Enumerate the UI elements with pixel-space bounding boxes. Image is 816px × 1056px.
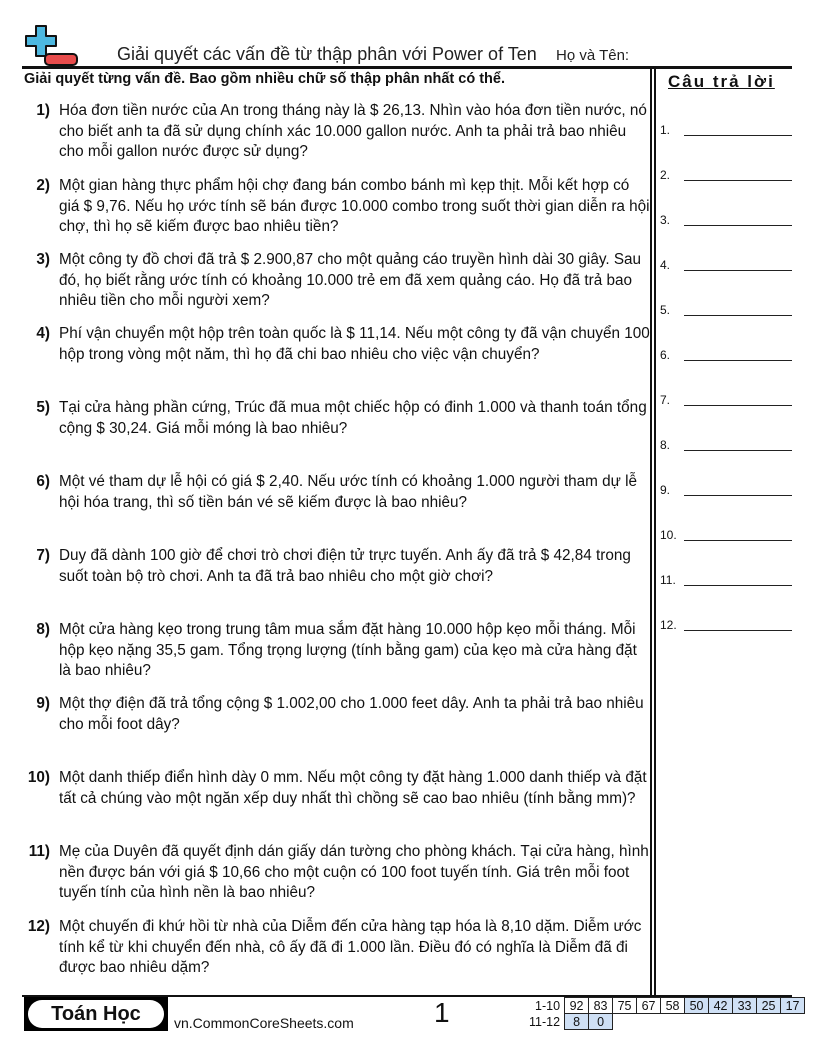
score-cell: 25 [757,998,781,1014]
name-label: Họ và Tên: [556,47,630,64]
answer-field[interactable] [660,168,796,188]
plus-minus-icon [22,24,80,68]
score-cell: 50 [685,998,709,1014]
answer-line[interactable] [684,585,792,586]
problem-text: Một danh thiếp điển hình dày 0 mm. Nếu một công ty đặt hàng 1.000 danh thiếp và đặt tất cả chúng vào một ngăn xếp duy nhất thì chồng sẽ cao bao nhiêu (tính bằng mm)? [59,769,647,807]
answer-label: 10. [660,528,677,542]
answer-line[interactable] [684,405,792,406]
problem-number: 5) [36,399,50,416]
answer-line[interactable] [684,495,792,496]
score-cell: 0 [589,1014,613,1030]
answer-field[interactable] [660,213,796,233]
header-divider [22,66,792,69]
score-cell: 75 [613,998,637,1014]
answer-line[interactable] [684,360,792,361]
answer-field[interactable] [660,483,796,503]
problem-number: 12) [27,918,50,935]
answer-label: 4. [660,258,671,272]
score-cell: 33 [733,998,757,1014]
score-row [526,998,805,1014]
answer-field[interactable] [660,618,796,638]
answer-field[interactable] [660,528,796,548]
answer-label: 8. [660,438,671,452]
problem-text: Một vé tham dự lễ hội có giá $ 2,40. Nếu ước tính có khoảng 1.000 người tham dự lễ hội hóa trang, thì số tiền bán vé sẽ kiếm được là bao nhiêu? [59,473,638,511]
answer-label: 12. [660,618,677,632]
problem-text: Hóa đơn tiền nước của An trong tháng này là $ 26,13. Nhìn vào hóa đơn tiền nước, nó cho biết anh ta đã sử dụng chính xác 10.000 gallon nước. Anh ta phải trả bao nhiêu cho mỗi gallon nước được sử dụng? [59,102,647,160]
score-row-label: 1-10 [535,998,561,1013]
answer-line[interactable] [684,540,792,541]
answer-line[interactable] [684,270,792,271]
answer-label: 9. [660,483,671,497]
answer-label: 7. [660,393,671,407]
score-cell: 8 [565,1014,589,1030]
score-row-label: 11-12 [529,1014,561,1029]
answer-line[interactable] [684,630,792,631]
score-cell: 92 [565,998,589,1014]
score-cell: 42 [709,998,733,1014]
answer-line[interactable] [684,180,792,181]
instructions: Giải quyết từng vấn đề. Bao gồm nhiều chữ số thập phân nhất có thể. [24,71,506,87]
answer-line[interactable] [684,450,792,451]
problem-text: Một cửa hàng kẹo trong trung tâm mua sắm đặt hàng 10.000 hộp kẹo mỗi tháng. Mỗi hộp kẹo nặng 35,5 gam. Tổng trọng lượng (tính bằng gam) của kẹo mà cửa hàng đặt là bao nhiêu? [59,621,637,679]
answer-label: 1. [660,123,671,137]
problem-number: 6) [36,473,50,490]
answer-label: 6. [660,348,671,362]
problem-text: Một thợ điện đã trả tổng cộng $ 1.002,00 cho 1.000 feet dây. Anh ta phải trả bao nhiêu cho mỗi foot dây? [59,695,644,733]
problem-number: 11) [28,843,50,860]
score-row [526,1014,805,1030]
answer-field[interactable] [660,348,796,368]
worksheet-title: Giải quyết các vấn đề từ thập phân với Power of Ten [117,44,537,64]
problem-text: Một chuyến đi khứ hồi từ nhà của Diễm đến cửa hàng tạp hóa là 8,10 dặm. Diễm ước tính kể từ khi chuyển đến nhà, cô ấy đã đi 1.000 lần. Điều đó có nghĩa là Diễm đã đi được bao nhiêu dặm? [59,918,642,976]
problem-text: Một công ty đồ chơi đã trả $ 2.900,87 cho một quảng cáo truyền hình dài 30 giây. Sau đó, họ biết rằng ước tính có khoảng 10.000 trẻ em đã xem quảng cáo. Họ đã trả bao nhiêu tiền cho mỗi người xem? [59,251,642,309]
answer-label: 3. [660,213,671,227]
column-divider [654,68,656,996]
problem-number: 4) [36,325,50,342]
problem-number: 10) [27,769,50,786]
problem-number: 1) [36,102,50,119]
answer-field[interactable] [660,258,796,278]
problem-number: 9) [36,695,50,712]
answer-line[interactable] [684,135,792,136]
answer-field[interactable] [660,303,796,323]
answer-field[interactable] [660,123,796,143]
problem-text: Mẹ của Duyên đã quyết định dán giấy dán tường cho phòng khách. Tại cửa hàng, hình nền được bán với giá $ 10,66 cho một cuộn có 100 foot tuyến tính. Giá trên mỗi foot tuyến tính của hình nền là bao nhiêu? [59,843,649,901]
answer-field[interactable] [660,393,796,413]
score-table [526,997,805,1030]
answer-label: 5. [660,303,671,317]
problem-number: 8) [36,621,50,638]
answer-header: Câu trả lời [668,72,775,91]
answer-label: 11. [660,573,676,587]
score-cell: 67 [637,998,661,1014]
site-url[interactable]: vn.CommonCoreSheets.com [174,1015,354,1031]
problem-text: Phí vận chuyển một hộp trên toàn quốc là $ 11,14. Nếu một công ty đã vận chuyển 100 hộp trong vòng một năm, thì họ đã chi bao nhiêu cho việc vận chuyển? [59,325,650,363]
page-number: 1 [434,997,450,1028]
score-cell: 17 [781,998,805,1014]
answer-line[interactable] [684,315,792,316]
answer-field[interactable] [660,438,796,458]
problem-number: 2) [36,177,50,194]
problem-text: Duy đã dành 100 giờ để chơi trò chơi điện tử trực tuyến. Anh ấy đã trả $ 42,84 trong suốt toàn bộ trò chơi. Anh ta đã trả bao nhiêu cho một giờ chơi? [59,547,631,585]
problem-text: Tại cửa hàng phần cứng, Trúc đã mua một chiếc hộp có đinh 1.000 và thanh toán tổng cộng $ 30,24. Giá mỗi móng là bao nhiêu? [59,399,647,437]
answer-line[interactable] [684,225,792,226]
problem-number: 7) [36,547,50,564]
score-cell: 58 [661,998,685,1014]
subject-badge: Toán Học [28,1000,164,1028]
problem-number: 3) [36,251,50,268]
problem-text: Một gian hàng thực phẩm hội chợ đang bán combo bánh mì kẹp thịt. Mỗi kết hợp có giá $ 9,76. Nếu họ ước tính sẽ bán được 10.000 combo trong suốt thời gian diễn ra hội chợ, thì họ sẽ kiếm được bao nhiêu tiền? [59,177,650,235]
score-cell: 83 [589,998,613,1014]
answer-label: 2. [660,168,671,182]
answer-field[interactable] [660,573,796,593]
